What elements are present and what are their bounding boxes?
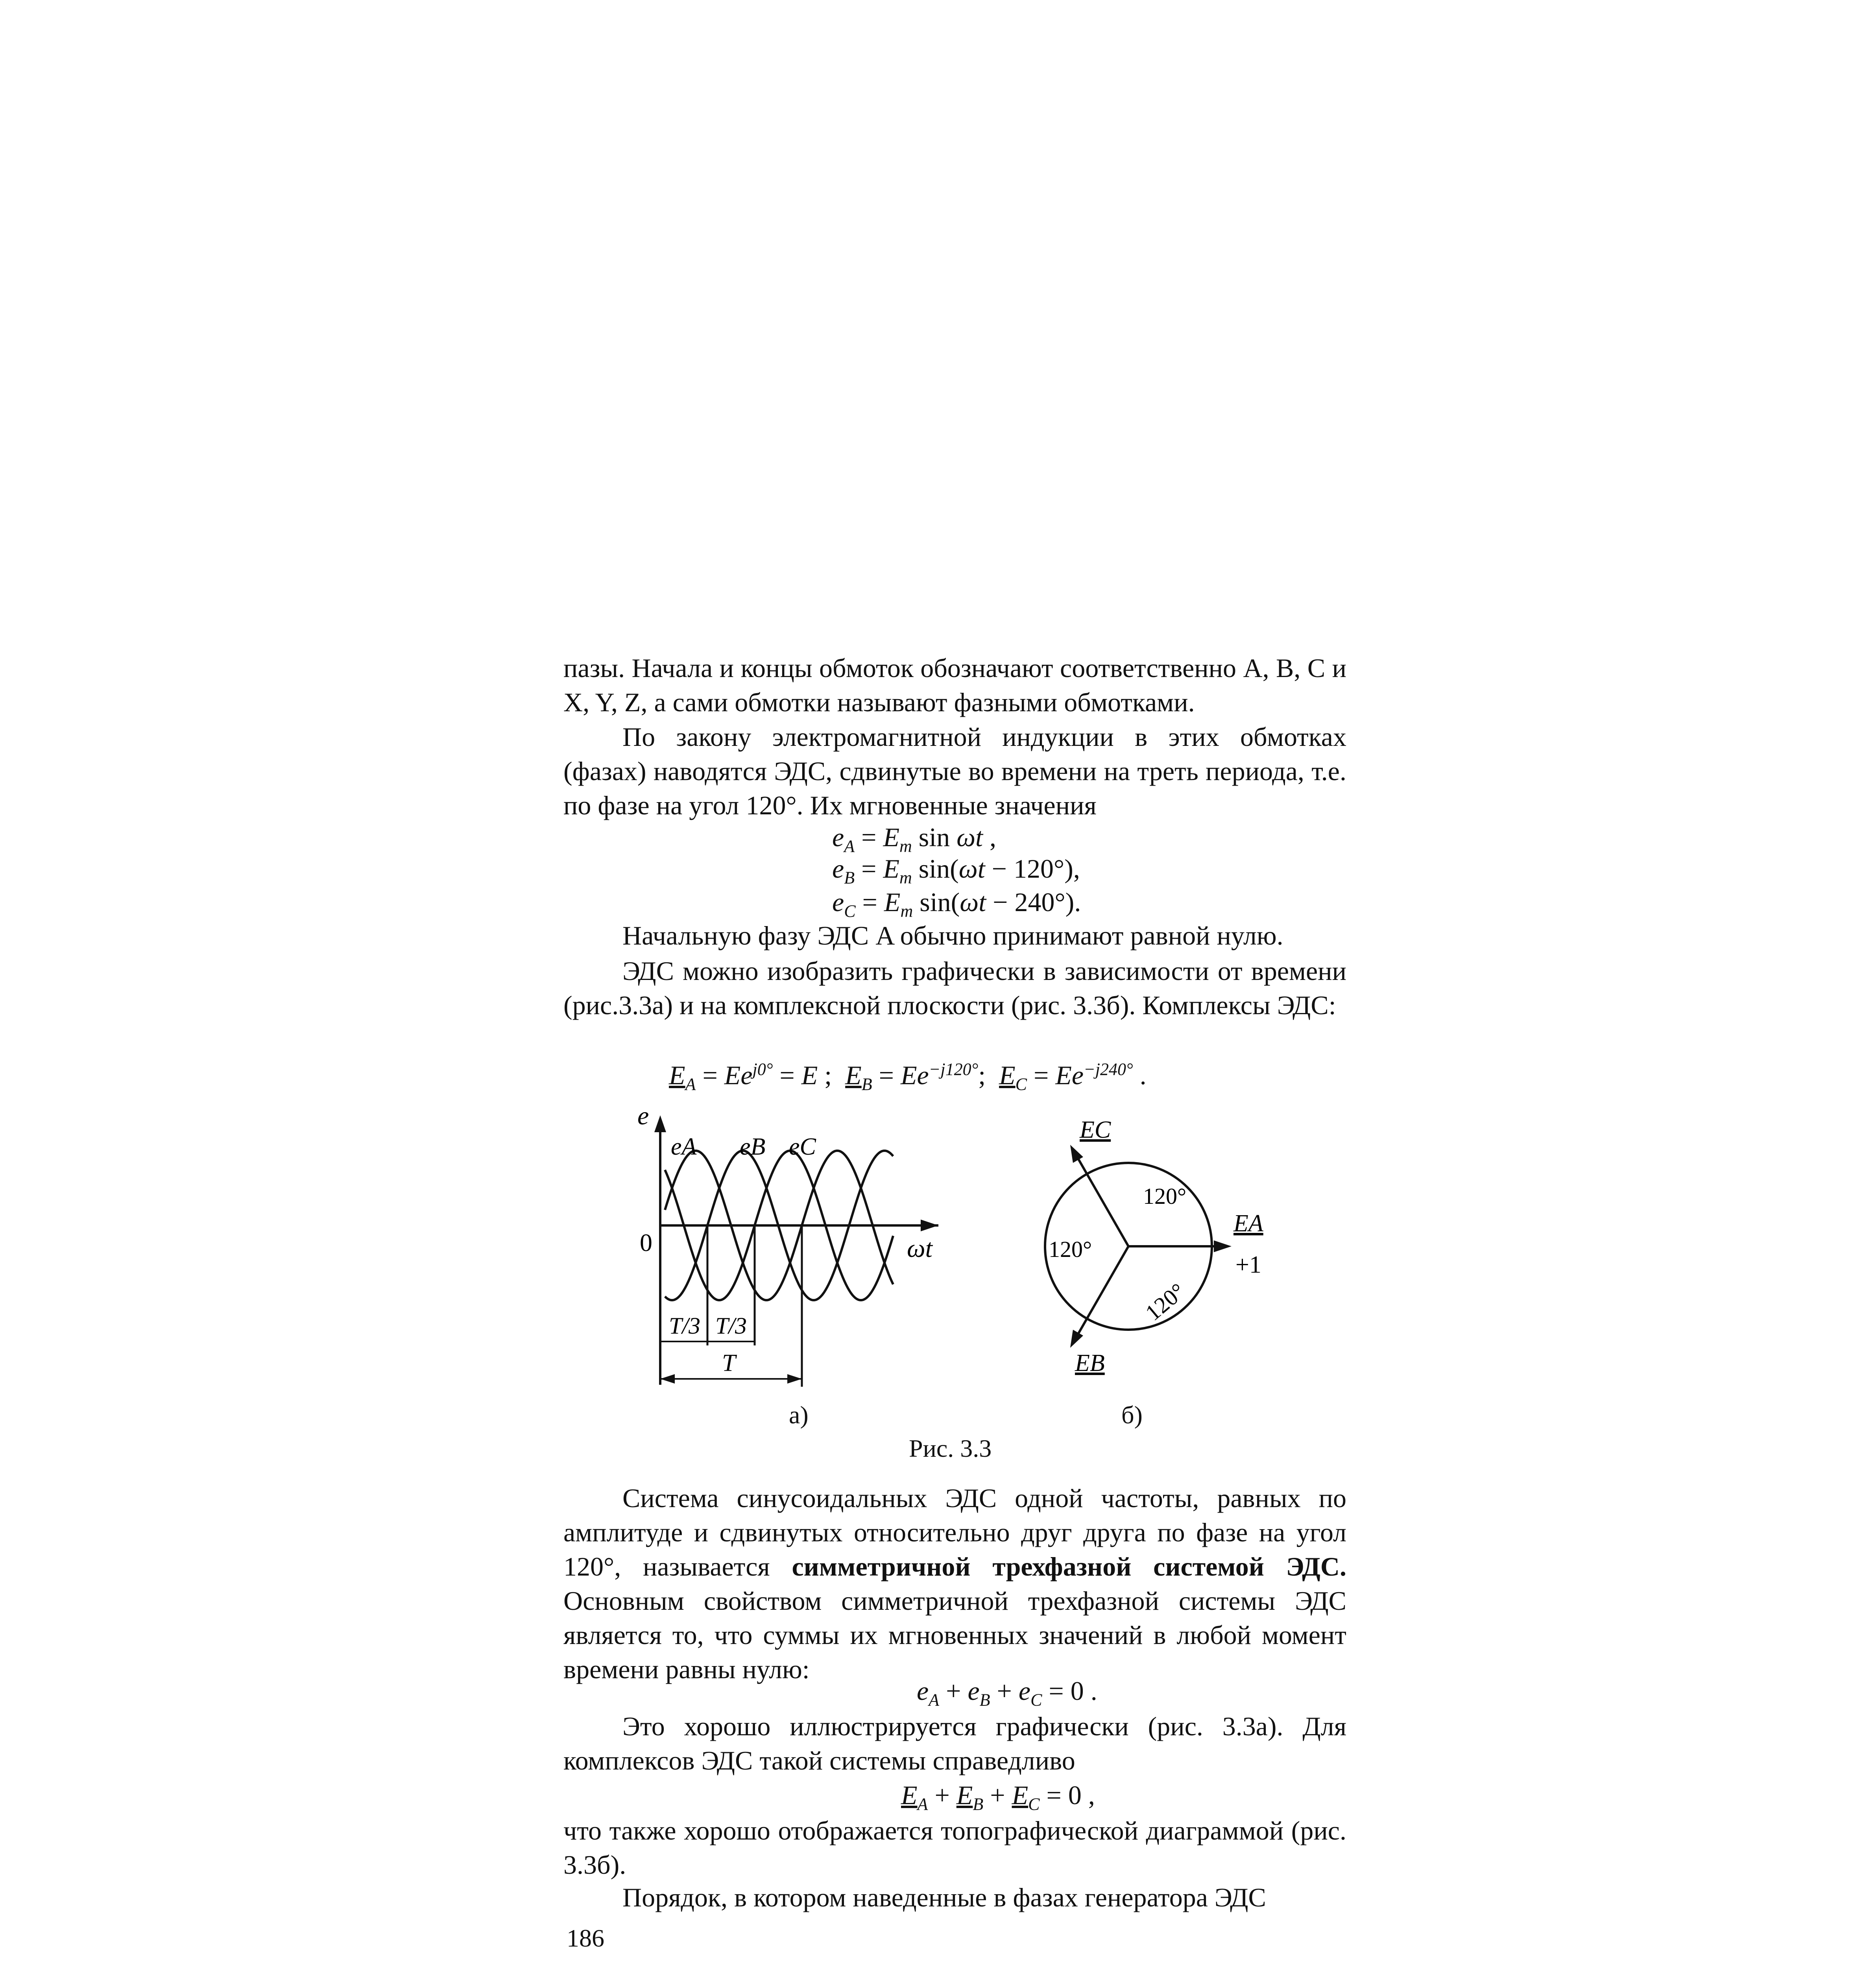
vector-ea-label: EA: [1233, 1210, 1263, 1237]
curve-ea-label: eA: [671, 1133, 697, 1160]
equation-eb: $e_B = E_m$ sin(ωt − 120°),: [832, 854, 1080, 888]
curve-eb-label: eB: [740, 1133, 766, 1160]
paragraph-graphic: ЭДС можно изобразить графически в зависимости от времени (рис.3.3а) и на комплексной плоскости (рис. 3.3б). Комплексы ЭДС:: [563, 956, 1346, 1020]
paragraph-intro: пазы. Начала и концы обмоток обозначают соответственно A, B, C и X, Y, Z, а сами обмотки называют фазными обмотками.: [563, 653, 1346, 717]
vector-ec-arrowhead: [1070, 1145, 1083, 1163]
vector-ec: [1073, 1150, 1128, 1246]
page-number: 186: [567, 1924, 604, 1952]
t3-label-2: T/3: [715, 1313, 747, 1339]
equation-ec: $e_C = E_m$ sin(ωt − 240°).: [832, 887, 1081, 921]
vector-eb-label: EB: [1075, 1350, 1105, 1377]
paragraph-topographic: что также хорошо отображается топографической диаграммой (рис. 3.3б).: [563, 1816, 1346, 1880]
term-symmetric-system: симметричной трехфазной системой ЭДС.: [792, 1552, 1346, 1581]
curve-ec-label: eC: [789, 1133, 816, 1160]
x-axis-label: ωt: [907, 1234, 932, 1263]
vector-diagram: [1045, 1116, 1264, 1377]
angle-label-top: 120°: [1143, 1183, 1187, 1209]
t-label: T: [722, 1350, 736, 1377]
angle-label-left: 120°: [1049, 1236, 1092, 1262]
vector-ec-label: EC: [1080, 1116, 1111, 1143]
paragraph-illustration: Это хорошо иллюстрируется графически (рис. 3.3а). Для комплексов ЭДС такой системы справедливо: [563, 1711, 1346, 1775]
subfigure-a-label: а): [789, 1401, 809, 1429]
angle-label-bottom: 120°: [1140, 1278, 1190, 1326]
figure-caption: Рис. 3.3: [909, 1434, 992, 1462]
vector-ea-arrowhead: [1214, 1240, 1232, 1252]
subfigure-b-label: б): [1121, 1401, 1143, 1429]
t3-label-1: T/3: [669, 1313, 701, 1339]
real-axis-label: +1: [1235, 1251, 1261, 1278]
x-axis-arrow: [921, 1220, 938, 1231]
paragraph-symmetric-system: Система синусоидальных ЭДС одной частоты, равных по амплитуде и сдвинутых относительно друг друга по фазе на угол 120°, называется симметричной трехфазной системой ЭДС. Основным свойством симметричной трехфазной системы ЭДС является то, что суммы их мгновенных значений в любой момент времени равны нулю:: [563, 1483, 1346, 1684]
time-diagram: [637, 1102, 938, 1387]
equation-sum-instant: $e_A + e_B + e_C = 0$ .: [917, 1676, 1097, 1710]
paragraph-induction: По закону электромагнитной индукции в этих обмотках (фазах) наводятся ЭДС, сдвинутые во времени на треть периода, т.е. по фазе на угол 120°. Их мгновенные значения: [563, 722, 1346, 820]
equation-complex: $E_A = Ee^{j0^\circ} = E$ ; $E_B = Ee^{-j120^\circ}$; $E_C = Ee^{-j240^\circ}$ .: [669, 1059, 1147, 1094]
origin-label: 0: [640, 1229, 652, 1257]
y-axis-label: e: [637, 1102, 649, 1130]
equation-sum-complex: $E_A + E_B + E_C = 0$ ,: [901, 1780, 1095, 1814]
paragraph-initial-phase: Начальную фазу ЭДС A обычно принимают равной нулю.: [622, 921, 1283, 950]
paragraph-order: Порядок, в котором наведенные в фазах генератора ЭДС: [622, 1882, 1266, 1912]
equation-ea: $e_A = E_m$ sin ωt ,: [832, 822, 997, 856]
vector-eb-arrowhead: [1070, 1330, 1083, 1348]
y-axis-arrow: [654, 1115, 666, 1132]
